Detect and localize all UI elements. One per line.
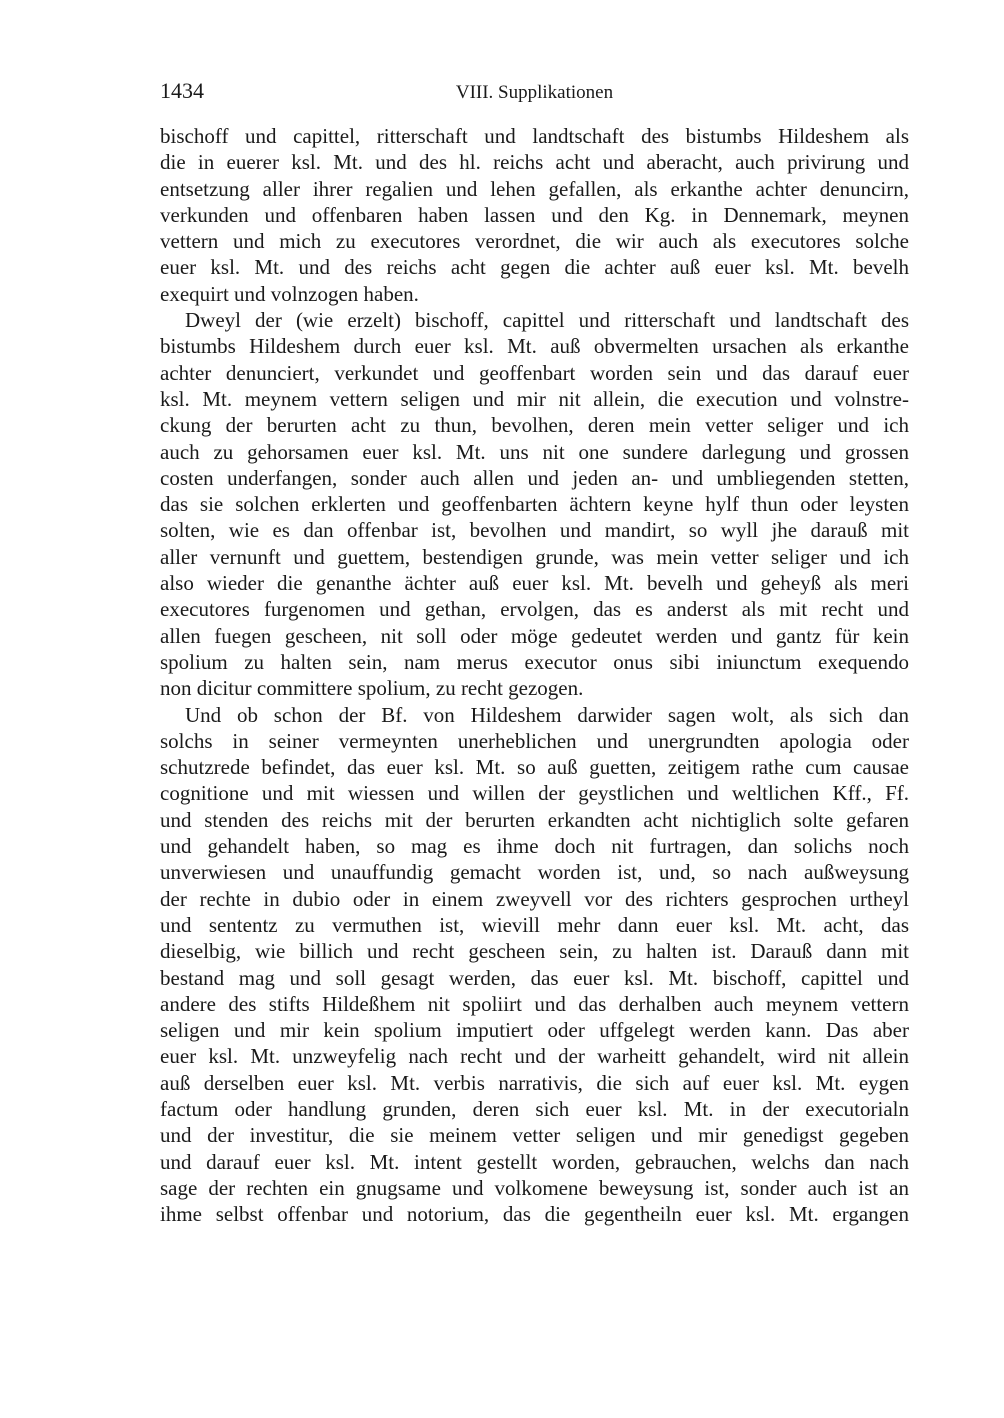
body-text [160, 123, 909, 1227]
page-number: 1434 [160, 78, 204, 103]
text-line: Dweyl der (wie erzelt) bischoff, capittel und ritterschaft und landtschaft des [185, 308, 909, 333]
text-line: ksl. Mt. meynem vettern seligen und mir nit allein, die execution und volnstre- [160, 386, 909, 411]
text-line: ihme selbst offenbar und notorium, das die gegentheiln euer ksl. Mt. ergangen [160, 1202, 909, 1227]
text-line: cognitione und mit wiessen und willen der geystlichen und weltlichen Kff., Ff. [160, 781, 909, 806]
text-line: das sie solchen erklerten und geoffenbarten ächtern keyne hylf thun oder leysten [160, 492, 909, 517]
text-line: und sententz zu vermuthen ist, wievill mehr dann euer ksl. Mt. acht, das [160, 912, 909, 937]
text-line: solten, wie es dan offenbar ist, bevolhen und mandirt, so wyll jhe darauß mit [160, 518, 909, 543]
text-line: factum oder handlung grunden, deren sich euer ksl. Mt. in der executorialn [160, 1096, 909, 1121]
text-line: seligen und mir kein spolium imputiert oder uffgelegt werden kann. Das aber [160, 1018, 909, 1043]
text-line: also wieder die genanthe ächter auß euer ksl. Mt. bevelh und geheyß als meri [160, 571, 909, 596]
text-line: unverwiesen und unauffundig gemacht worden ist, und, so nach außweysung [160, 860, 909, 885]
text-line: euer ksl. Mt. und des reichs acht gegen die achter auß euer ksl. Mt. bevelh [160, 255, 909, 280]
text-line: Und ob schon der Bf. von Hildeshem darwider sagen wolt, als sich dan [185, 702, 909, 727]
text-line: schutzrede befindet, das euer ksl. Mt. so auß guetten, zeitigem rathe cum causae [160, 755, 909, 780]
text-line: und der investitur, die sie meinem vetter seligen und mir genedigst gegeben [160, 1123, 909, 1148]
text-line: executores furgenomen und gethan, ervolgen, das es anderst als mit recht und [160, 597, 909, 622]
text-line: dieselbig, wie billich und recht gescheen sein, zu halten ist. Darauß dann mit [160, 939, 909, 964]
text-line: entsetzung aller ihrer regalien und lehen gefallen, als erkanthe achter denuncirn, [160, 176, 909, 201]
text-line: die in euerer ksl. Mt. und des hl. reichs acht und aberacht, auch privirung und [160, 150, 909, 175]
text-line: non dicitur committere spolium, zu recht gezogen. [160, 676, 584, 701]
running-header: VIII. Supplikationen [455, 82, 614, 103]
text-line: exequirt und volnzogen haben. [160, 281, 419, 306]
text-line: aller vernunft und guettem, bestendigen grunde, was mein vetter seliger und ich [160, 544, 909, 569]
text-line: vettern und mich zu executores verordnet, die wir auch als executores solche [160, 229, 909, 254]
text-line: euer ksl. Mt. unzweyfelig nach recht und der warheitt gehandelt, wird nit allein [160, 1044, 909, 1069]
text-line: und stenden des reichs mit der berurten erkandten acht nichtiglich solte gefaren [160, 807, 909, 832]
text-line: und gehandelt haben, so mag es ihme doch nit furtragen, dan solichs noch [160, 834, 909, 859]
text-line: sage der rechten ein gnugsame und volkomene beweysung ist, sonder auch ist an [160, 1175, 909, 1200]
text-line: ckung der berurten acht zu thun, bevolhen, deren mein vetter seliger und ich [160, 413, 909, 438]
text-line: allen fuegen gescheen, nit soll oder möge gedeutet werden und gantz für kein [160, 623, 909, 648]
text-line: auß derselben euer ksl. Mt. verbis narrativis, die sich auf euer ksl. Mt. eygen [160, 1070, 909, 1095]
text-line: bischoff und capittel, ritterschaft und landtschaft des bistumbs Hildeshem als [160, 124, 909, 148]
text-line: verkunden und offenbaren haben lassen und den Kg. in Dennemark, meynen [160, 202, 909, 227]
text-line: bistumbs Hildeshem durch euer ksl. Mt. auß obvermelten ursachen als erkanthe [160, 334, 909, 359]
text-line: der rechte in dubio oder in einem zweyvell vor des richters gesprochen urtheyl [160, 886, 909, 911]
text-line: andere des stifts Hildeßhem nit spoliirt und das derhalben auch meynem vettern [160, 991, 909, 1016]
text-line: und darauf euer ksl. Mt. intent gestellt worden, gebrauchen, welchs dan nach [160, 1149, 909, 1174]
text-line: auch zu gehorsamen euer ksl. Mt. uns nit one sundere darlegung und grossen [160, 439, 909, 464]
text-line: costen underfangen, sonder auch allen und jeden an- und umbliegenden stetten, [160, 465, 909, 490]
text-line: solchs in seiner vermeynten unerheblichen und unergrundten apologia oder [160, 728, 909, 753]
text-line: achter denunciert, verkundet und geoffenbart worden sein und das darauf euer [160, 360, 909, 385]
text-line: bestand mag und soll gesagt werden, das euer ksl. Mt. bischoff, capittel und [160, 965, 909, 990]
text-line: spolium zu halten sein, nam merus executor onus sibi iniunctum exequendo [160, 649, 909, 674]
